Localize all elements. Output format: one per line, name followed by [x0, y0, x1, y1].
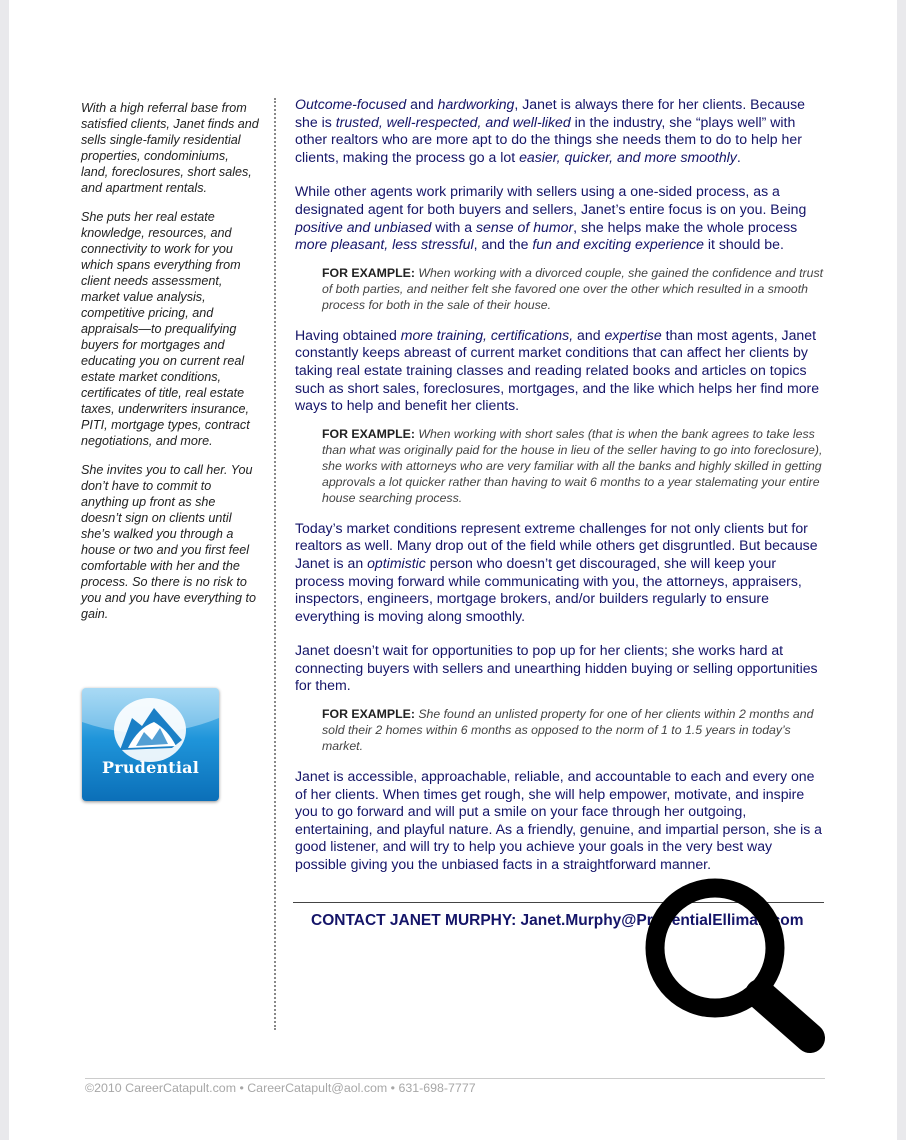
emphasis: easier, quicker, and more smoothly [519, 148, 737, 165]
text: in the industry, she “plays well” with other realtors who are more apt to do the things she needs them to do to help her clients, making the process go a lot [295, 113, 802, 165]
text: Today’s market conditions represent extreme challenges for not only clients but for realtors as well. Many drop out of the field while others get disgruntled. But because Janet is an [295, 519, 818, 571]
text: and [406, 96, 438, 112]
text: it should be. [703, 236, 784, 253]
text: person who doesn’t get discouraged, she will keep your process moving forward while communicating with you, the attorneys, appraisers, inspectors, engineers, mortgage brokers, and/or builders regularly to ensure everything is moving along smoothly. [295, 554, 802, 624]
emphasis: fun and exciting experience [532, 236, 704, 253]
body-paragraph [295, 183, 825, 253]
sidebar-paragraph: She invites you to call her. You don’t have to commit to anything up front as she doesn’t sign on clients until she’s walked you through a house or two and you first feel comfortable with her and the process. So there is no risk to you and you have everything to gain. [81, 463, 257, 621]
example-text: When working with a divorced couple, she gained the confidence and trust of both parties, and neither felt she favored one over the other which resulted in a smooth process for both in the sale of their house. [322, 265, 824, 312]
text: . [736, 148, 741, 165]
example-label: FOR EXAMPLE: [322, 707, 415, 722]
text: , Janet is always there for her clients. Because she is [295, 96, 806, 130]
emphasis: Outcome-focused [295, 96, 407, 112]
sidebar-paragraph: With a high referral base from satisfied clients, Janet finds and sells single-family residential properties, condominiums, land, foreclosures, short sales, and apartment rentals. [81, 101, 259, 195]
emphasis: hardworking [437, 96, 515, 112]
example-text: When working with short sales (that is when the bank agrees to take less than what was originally paid for the house in lieu of the seller having to go into foreclosure), she works with attorneys who are very familiar with all the banks and highly skilled in getting approvals a lot quicker rather than having to wait 6 months to a year stalemating your entire house searching process. [322, 426, 823, 505]
main-content [295, 96, 825, 891]
emphasis: more training, certifications, [400, 326, 574, 343]
example-text: She found an unlisted property for one of her clients within 2 months and sold their 2 homes within 6 months as opposed to the norm of 1 to 1.5 years in today’s market. [322, 707, 814, 754]
emphasis: trusted, well-respected, and well-liked [335, 113, 571, 130]
contact-email-link[interactable]: Janet.Murphy@PrudentialElliman.com [520, 912, 804, 929]
logo-text: Prudential [101, 758, 199, 777]
emphasis: expertise [604, 326, 662, 343]
body-paragraph: Janet doesn’t wait for opportunities to pop up for her clients; she works hard at connecting buyers with sellers and unearthing hidden buying or selling opportunities for them. [295, 642, 818, 694]
text: , she helps make the whole process [573, 218, 798, 235]
body-paragraph [295, 520, 825, 626]
magnifying-glass-icon[interactable] [645, 876, 829, 1056]
prudential-rock-icon [82, 688, 219, 801]
example-paragraph [322, 706, 825, 754]
example-paragraph [322, 426, 825, 506]
body-paragraph [295, 327, 825, 415]
footer-text: ©2010 CareerCatapult.com • CareerCatapult@aol.com • 631-698-7777 [85, 1081, 476, 1095]
example-label: FOR EXAMPLE: [322, 426, 415, 441]
body-paragraph [295, 96, 825, 166]
emphasis: positive and unbiased [295, 218, 432, 235]
body-paragraph: Janet is accessible, approachable, reliable, and accountable to each and every one of her clients. When times get rough, she will help empower, motivate, and inspire you to go forward and will put a smile on your face through her outgoing, entertaining, and playful nature. As a friendly, genuine, and impartial person, she is a good listener, and will try to help you achieve your goals in the very best way possible giving you the unbiased facts in a straightforward manner. [295, 768, 823, 873]
text: with a [431, 218, 476, 235]
text: , and the [473, 236, 533, 253]
contact-separator: : [511, 912, 521, 929]
text: While other agents work primarily with sellers using a one-sided process, as a designated agent for both buyers and sellers, Janet’s entire focus is on you. Being [295, 183, 807, 217]
emphasis: sense of humor [476, 218, 574, 235]
sidebar [81, 100, 259, 635]
example-paragraph [322, 265, 825, 313]
text: Having obtained [295, 326, 401, 343]
text: and [573, 326, 605, 343]
dotted-divider [274, 98, 276, 1030]
prudential-logo [82, 688, 219, 801]
text: than most agents, Janet constantly keeps abreast of current market conditions that can affect her clients by taking real estate training classes and reading related books and articles on topics such as short sales, foreclosures, mortgages, and the like which helps her find more ways to help and benefit her clients. [295, 326, 820, 414]
emphasis: optimistic [367, 554, 426, 571]
example-label: FOR EXAMPLE: [322, 265, 415, 280]
emphasis: more pleasant, less stressful [295, 236, 474, 253]
sidebar-paragraph: She puts her real estate knowledge, resources, and connectivity to work for you which spans everything from client needs assessment, market value analysis, competitive pricing, and appraisals—to prequalifying buyers for mortgages and educating you on current real estate market conditions, certificates of title, real estate taxes, underwriters insurance, PITI, mortgage types, contract negotiations, and more. [81, 210, 250, 448]
footer-rule [85, 1078, 825, 1079]
document-page [9, 0, 897, 1140]
contact-label: CONTACT JANET MURPHY [311, 912, 512, 929]
